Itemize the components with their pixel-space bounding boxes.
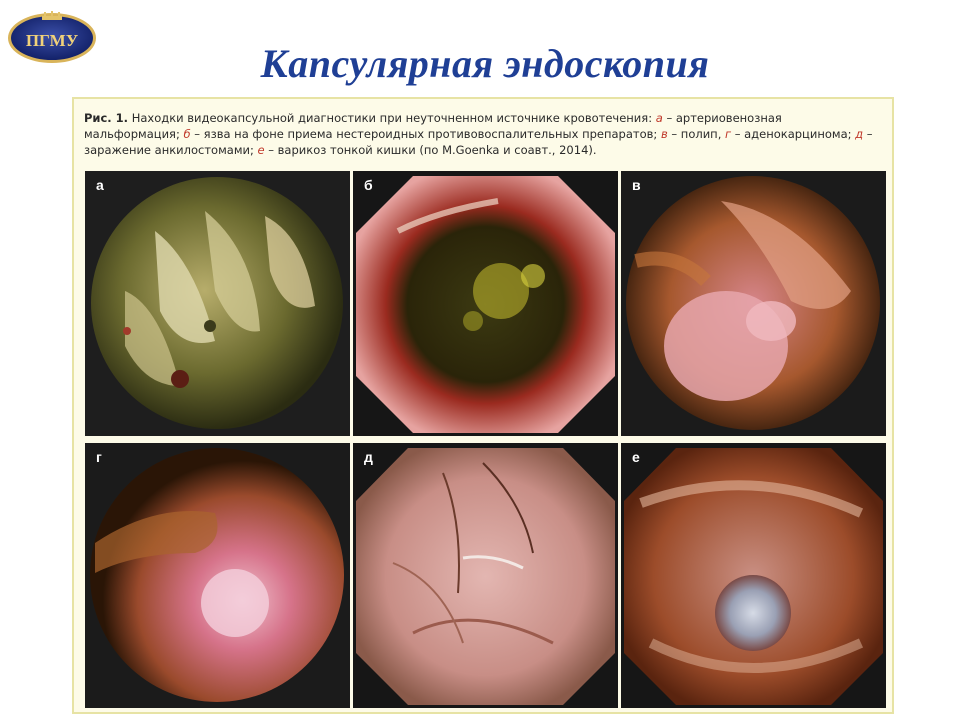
image-grid: [85, 171, 885, 711]
caption-item-text: варикоз тонкой кишки (по M.Goenka и соавт., 2014).: [277, 143, 597, 157]
figure-caption: Рис. 1. Находки видеокапсульной диагностики при неуточненном источнике кровотечения: а – артериовенозная мальформация; б – язва на фоне приема нестероидных противовоспалительных препаратов; в – полип, г – аденокарцинома; д – заражение анкилостомами; е – варикоз тонкой кишки (по M.Goenka и соавт., 2014).: [84, 111, 873, 157]
caption-item-letter: д: [855, 127, 864, 141]
logo-text: ПГМУ: [25, 31, 79, 50]
caption-label: Рис. 1.: [84, 111, 129, 125]
caption-item-letter: а: [655, 111, 663, 125]
panel-label: е: [632, 449, 640, 465]
caption-item-text: заражение анкилостомами;: [84, 143, 254, 157]
endoscopy-image-f: [621, 443, 886, 708]
caption-item-text: язва на фоне приема нестероидных противовоспалительных препаратов;: [203, 127, 658, 141]
panel-c: [621, 171, 886, 436]
caption-item-letter: в: [660, 127, 668, 141]
panel-label: в: [632, 177, 641, 193]
endoscopy-image-c: [621, 171, 886, 436]
panel-label: б: [364, 177, 373, 193]
panel-label: д: [364, 449, 373, 465]
endoscopy-image-b: [353, 171, 618, 436]
caption-item-text: артериовенозная мальформация;: [84, 111, 782, 141]
endoscopy-image-e: [353, 443, 618, 708]
panel-e: [353, 443, 618, 708]
caption-item-text: полип,: [680, 127, 722, 141]
panel-f: [621, 443, 886, 708]
caption-text: Находки видеокапсульной диагностики при неуточненном источнике кровотечения:: [131, 111, 653, 125]
caption-item-letter: е: [257, 143, 265, 157]
endoscopy-image-d: [85, 443, 350, 708]
figure-container: [72, 97, 894, 714]
caption-item-letter: г: [725, 127, 732, 141]
caption-item-letter: б: [183, 127, 191, 141]
slide-title: Капсулярная эндоскопия: [260, 41, 710, 86]
caption-item-text: аденокарцинома;: [744, 127, 852, 141]
endoscopy-image-a: [85, 171, 350, 436]
panel-label: г: [96, 449, 102, 465]
panel-b: [353, 171, 618, 436]
panel-label: а: [96, 177, 104, 193]
panel-a: [85, 171, 350, 436]
panel-d: [85, 443, 350, 708]
